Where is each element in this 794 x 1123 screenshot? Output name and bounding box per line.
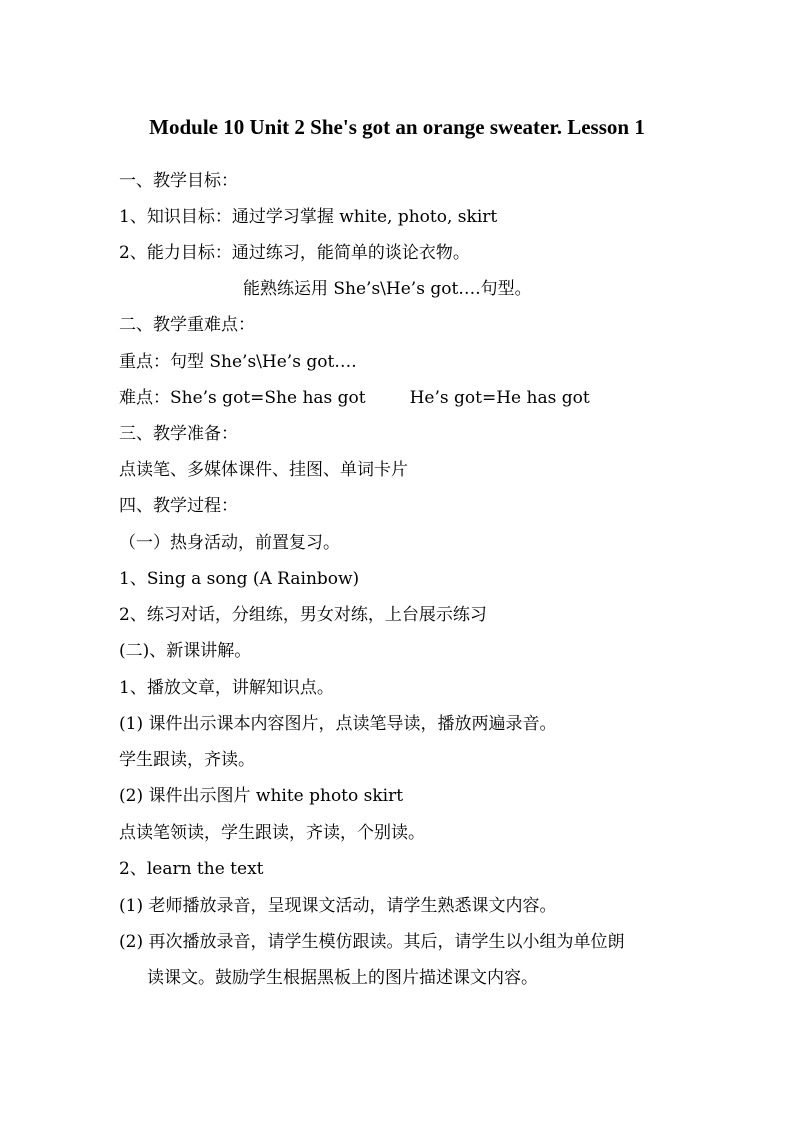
new-lesson-step-1: 1、播放文章，讲解知识点。	[119, 678, 334, 698]
ability-objective: 2、能力目标：通过练习，能简单的谈论衣物。	[119, 243, 470, 263]
new-lesson-substep-2-follow: 点读笔领读，学生跟读，齐读，个别读。	[119, 823, 425, 843]
warm-up-step-2: 2、练习对话，分组练，男女对练，上台展示练习	[119, 605, 487, 625]
new-lesson-substep-2: (2) 课件出示图片 white photo skirt	[119, 786, 404, 806]
warm-up-step-1: 1、Sing a song (A Rainbow)	[119, 569, 360, 589]
difficult-point	[119, 387, 590, 409]
section-heading-key-points: 二、教学重难点：	[119, 315, 255, 335]
ability-objective-continued: 能熟练运用 She’s\He’s got….句型。	[243, 279, 532, 299]
section-heading-preparation: 三、教学准备：	[119, 424, 238, 444]
section-heading-objectives: 一、教学目标：	[119, 171, 238, 191]
difficult-point-he: He’s got=He has got	[409, 388, 590, 408]
knowledge-objective: 1、知识目标：通过学习掌握 white, photo, skirt	[119, 207, 498, 227]
new-lesson-substep-1-follow: 学生跟读，齐读。	[119, 750, 255, 770]
section-heading-process: 四、教学过程：	[119, 496, 238, 516]
key-point: 重点：句型 She’s\He’s got….	[119, 352, 357, 372]
new-lesson-step-2: 2、learn the text	[119, 859, 264, 879]
difficult-point-she: 难点：She’s got=She has got	[119, 388, 366, 408]
text-substep-1: (1) 老师播放录音，呈现课文活动，请学生熟悉课文内容。	[119, 896, 557, 916]
text-substep-2: (2) 再次播放录音，请学生模仿跟读。其后，请学生以小组为单位朗	[119, 932, 625, 952]
document-title: Module 10 Unit 2 She's got an orange sweater. Lesson 1	[149, 115, 645, 139]
preparation-materials: 点读笔、多媒体课件、挂图、单词卡片	[119, 460, 408, 480]
warm-up-heading: （一）热身活动，前置复习。	[119, 533, 340, 553]
new-lesson-heading: (二)、新课讲解。	[119, 641, 252, 661]
new-lesson-substep-1: (1) 课件出示课本内容图片，点读笔导读，播放两遍录音。	[119, 714, 557, 734]
text-substep-2-continued: 读课文。鼓励学生根据黑板上的图片描述课文内容。	[147, 968, 538, 988]
